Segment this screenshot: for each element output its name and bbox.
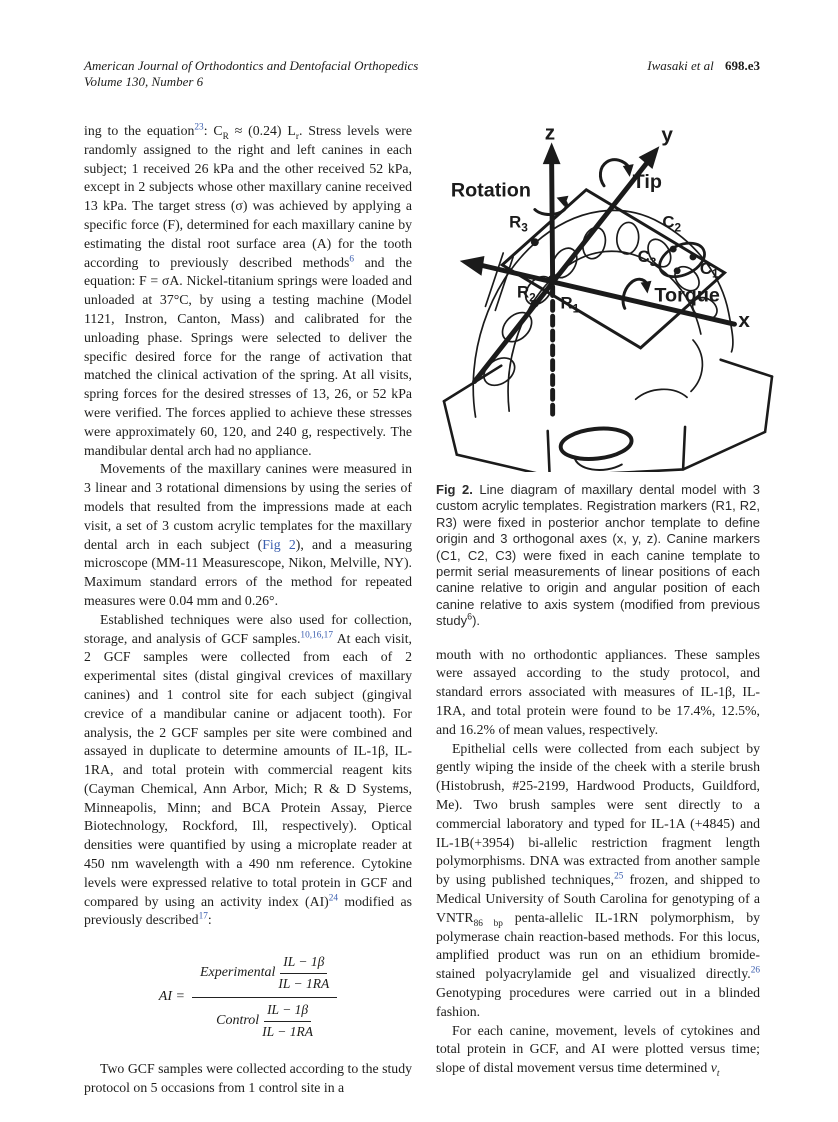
citation-link[interactable]: 6 — [349, 253, 355, 264]
citation-link[interactable]: 24 — [328, 893, 339, 904]
marker-label-r2: $R_2$ — [517, 282, 536, 305]
axis-label-y: y — [661, 123, 673, 147]
marker-label-c2: $C_2$ — [662, 212, 682, 235]
left-column-closing — [84, 1060, 412, 1098]
ratio-denominator: IL − 1RA — [278, 976, 330, 992]
paragraph: Movements of the maxillary canines were measured in 3 linear and 3 rotational dimensions by using the series of models that resulted from the impressions made at each visit, a set of 3 custom acrylic templates for the maxillary dental arch in each subject (Fig 2), and a measuring microscope (MM-11 Measurescope, Nikon, Melville, NY). Maximum standard errors of the method for repeated measures were 0.04 mm and 0.26°. — [84, 461, 412, 608]
experimental-ratio — [278, 953, 329, 994]
activity-index-formula — [84, 950, 412, 1044]
page-number: 698.e3 — [724, 58, 760, 73]
page-header — [84, 58, 760, 90]
formula-fraction — [192, 950, 337, 1044]
formula-numerator — [192, 950, 337, 998]
figure-2-caption: Fig 2. Line diagram of maxillary dental model with 3 custom acrylic templates. Registration markers (R1, R2, R3) were fixed in posterior anchor template to define origin and 3 orthogonal axes (x, y, z). Canine markers (C1, C2, C3) were fixed in each canine template to permit serial measurements of linear positions of each canine relative to origin and angular position of each canine relative to axis system (modified from previous study$^6$). — [436, 482, 760, 629]
figure-reference-link[interactable]: Fig 2 — [262, 536, 296, 552]
authors: Iwasaki et al — [647, 58, 714, 73]
rotation-label: Rotation — [450, 179, 531, 202]
marker-label-c3: $C_3$ — [637, 246, 657, 269]
paragraph: Two GCF samples were collected according to the study protocol on 5 occasions from 1 control site in a — [84, 1061, 412, 1096]
right-column — [436, 122, 760, 1098]
control-ratio — [262, 1001, 313, 1042]
journal-header — [84, 58, 418, 90]
left-column-paragraphs — [84, 122, 412, 930]
formula-control-label: Control — [216, 1012, 260, 1028]
formula-experimental-label: Experimental — [199, 965, 276, 981]
paragraph: For each canine, movement, levels of cytokines and total protein in GCF, and AI were plotted versus time; slope of distal movement versus time determined $v_t$ — [436, 1022, 760, 1079]
ratio-numerator: IL − 1β — [264, 1001, 311, 1022]
journal-title: American Journal of Orthodontics and Dentofacial Orthopedics — [84, 58, 419, 73]
torque-label: Torque — [654, 284, 720, 307]
running-head — [647, 58, 760, 74]
ratio-denominator: IL − 1RA — [262, 1023, 314, 1039]
paragraph: Epithelial cells were collected from each subject by gently wiping the inside of the cheek with a sterile brush (Histobrush, #25-2199, Hardwood Products, Guildford, Me). Two brush samples were sent directly to a commercial laboratory and typed for IL-1A (+4845) and IL-1B(+3954) bi-allelic restriction fragment length polymorphisms. DNA was extracted from another sample by using published techniques,$^{25}$ frozen, and shipped to Medical University of South Carolina for genotyping of a $VNTR_{86 bp}$ penta-allelic IL-1RN polymorphism, by polymerase chain reaction-based methods. For this locus, amplified product was run on an ethidium bromide-stained polyacrylamide gel and visualized directly.$^{26}$ Genotyping procedures were carried out in a blinded fashion. — [436, 740, 760, 1019]
axis-label-x: x — [738, 309, 750, 333]
marker-label-c1: $C_1$ — [699, 258, 719, 281]
figure-2-diagram — [438, 122, 774, 472]
right-column-paragraphs — [436, 646, 760, 1078]
paragraph: mouth with no orthodontic appliances. These samples were assayed according to the study protocol, and standard errors associated with measures of IL-1β, IL-1RA, and total protein were found to be 17.4%, 12.5%, and 16.2% of mean values, respectively. — [436, 646, 760, 737]
two-column-body — [84, 122, 760, 1098]
marker-label-r3: $R_3$ — [509, 212, 528, 235]
tip-label: Tip — [632, 170, 662, 193]
formula-denominator — [208, 998, 321, 1045]
left-column — [84, 122, 412, 1098]
citation-link[interactable]: 25 — [614, 871, 624, 882]
citation-link[interactable]: 26 — [750, 965, 760, 976]
axis-label-z: z — [544, 122, 556, 145]
figure-2 — [438, 122, 760, 472]
citation-link[interactable]: 10,16,17 — [300, 629, 333, 640]
paragraph: ing to the equation$^{23}$: $C_R \approx (0.24)$ $L_r$. Stress levels were randomly assigned to the right and left canines in each subject; 1 received 26 kPa and the other received 52 kPa, except in 2 subjects whose other maxillary canine received 13 kPa. The target stress (σ) was achieved by applying a specific force (F), determined for each maxillary canine by estimating the distal root surface area (A) for the tooth according to previously described methods$^6$ and the equation: F = σA. Nickel-titanium springs were loaded and unloaded at 37°C, by using a testing machine (Model 1121, Instron, Canton, Mass) and calibrated for the unloading phase. Springs were selected to deliver the specific desired force for the range of activation that matched the clinical activation of the spring. At all visits, spring forces for the desired stresses of 13, 26, or 52 kPa were verified. The forces applied to achieve these stresses were approximately 60, 120, and 240 g, respectively. The mandibular dental arch had no appliance. — [84, 122, 412, 458]
paragraph: Established techniques were also used for collection, storage, and analysis of GCF samples.$^{10,16,17}$ At each visit, 2 GCF samples were collected from each of 2 experimental sites (distal gingival crevices of maxillary canines) and 1 control site for each subject (gingival crevice of a mandibular canine or adjacent tooth). For analysis, the 2 GCF samples per site were combined and assayed in duplicate to determine amounts of IL-1β, IL-1RA, and total protein with commercial reagent kits (Cayman Chemical, Ann Arbor, Mich; R & D Systems, Minneapolis, Minn; and BCA Protein Assay, Pierce Biotechnology, Rockford, Ill, respectively). Optical densities were quantified by using a microplate reader at 450 nm wavelength with a 490 nm reference. Cytokine levels were expressed relative to total protein in GCF and compared by using an activity index (AI)$^{24}$ modified as previously described$^{17}$: — [84, 611, 413, 928]
formula-lhs: AI = — [158, 988, 185, 1004]
marker-label-r1: $R_1$ — [560, 293, 580, 316]
journal-volume: Volume 130, Number 6 — [84, 74, 204, 89]
citation-link[interactable]: 17 — [198, 911, 208, 922]
ratio-numerator: IL − 1β — [280, 953, 327, 974]
citation-link[interactable]: 23 — [194, 122, 204, 133]
